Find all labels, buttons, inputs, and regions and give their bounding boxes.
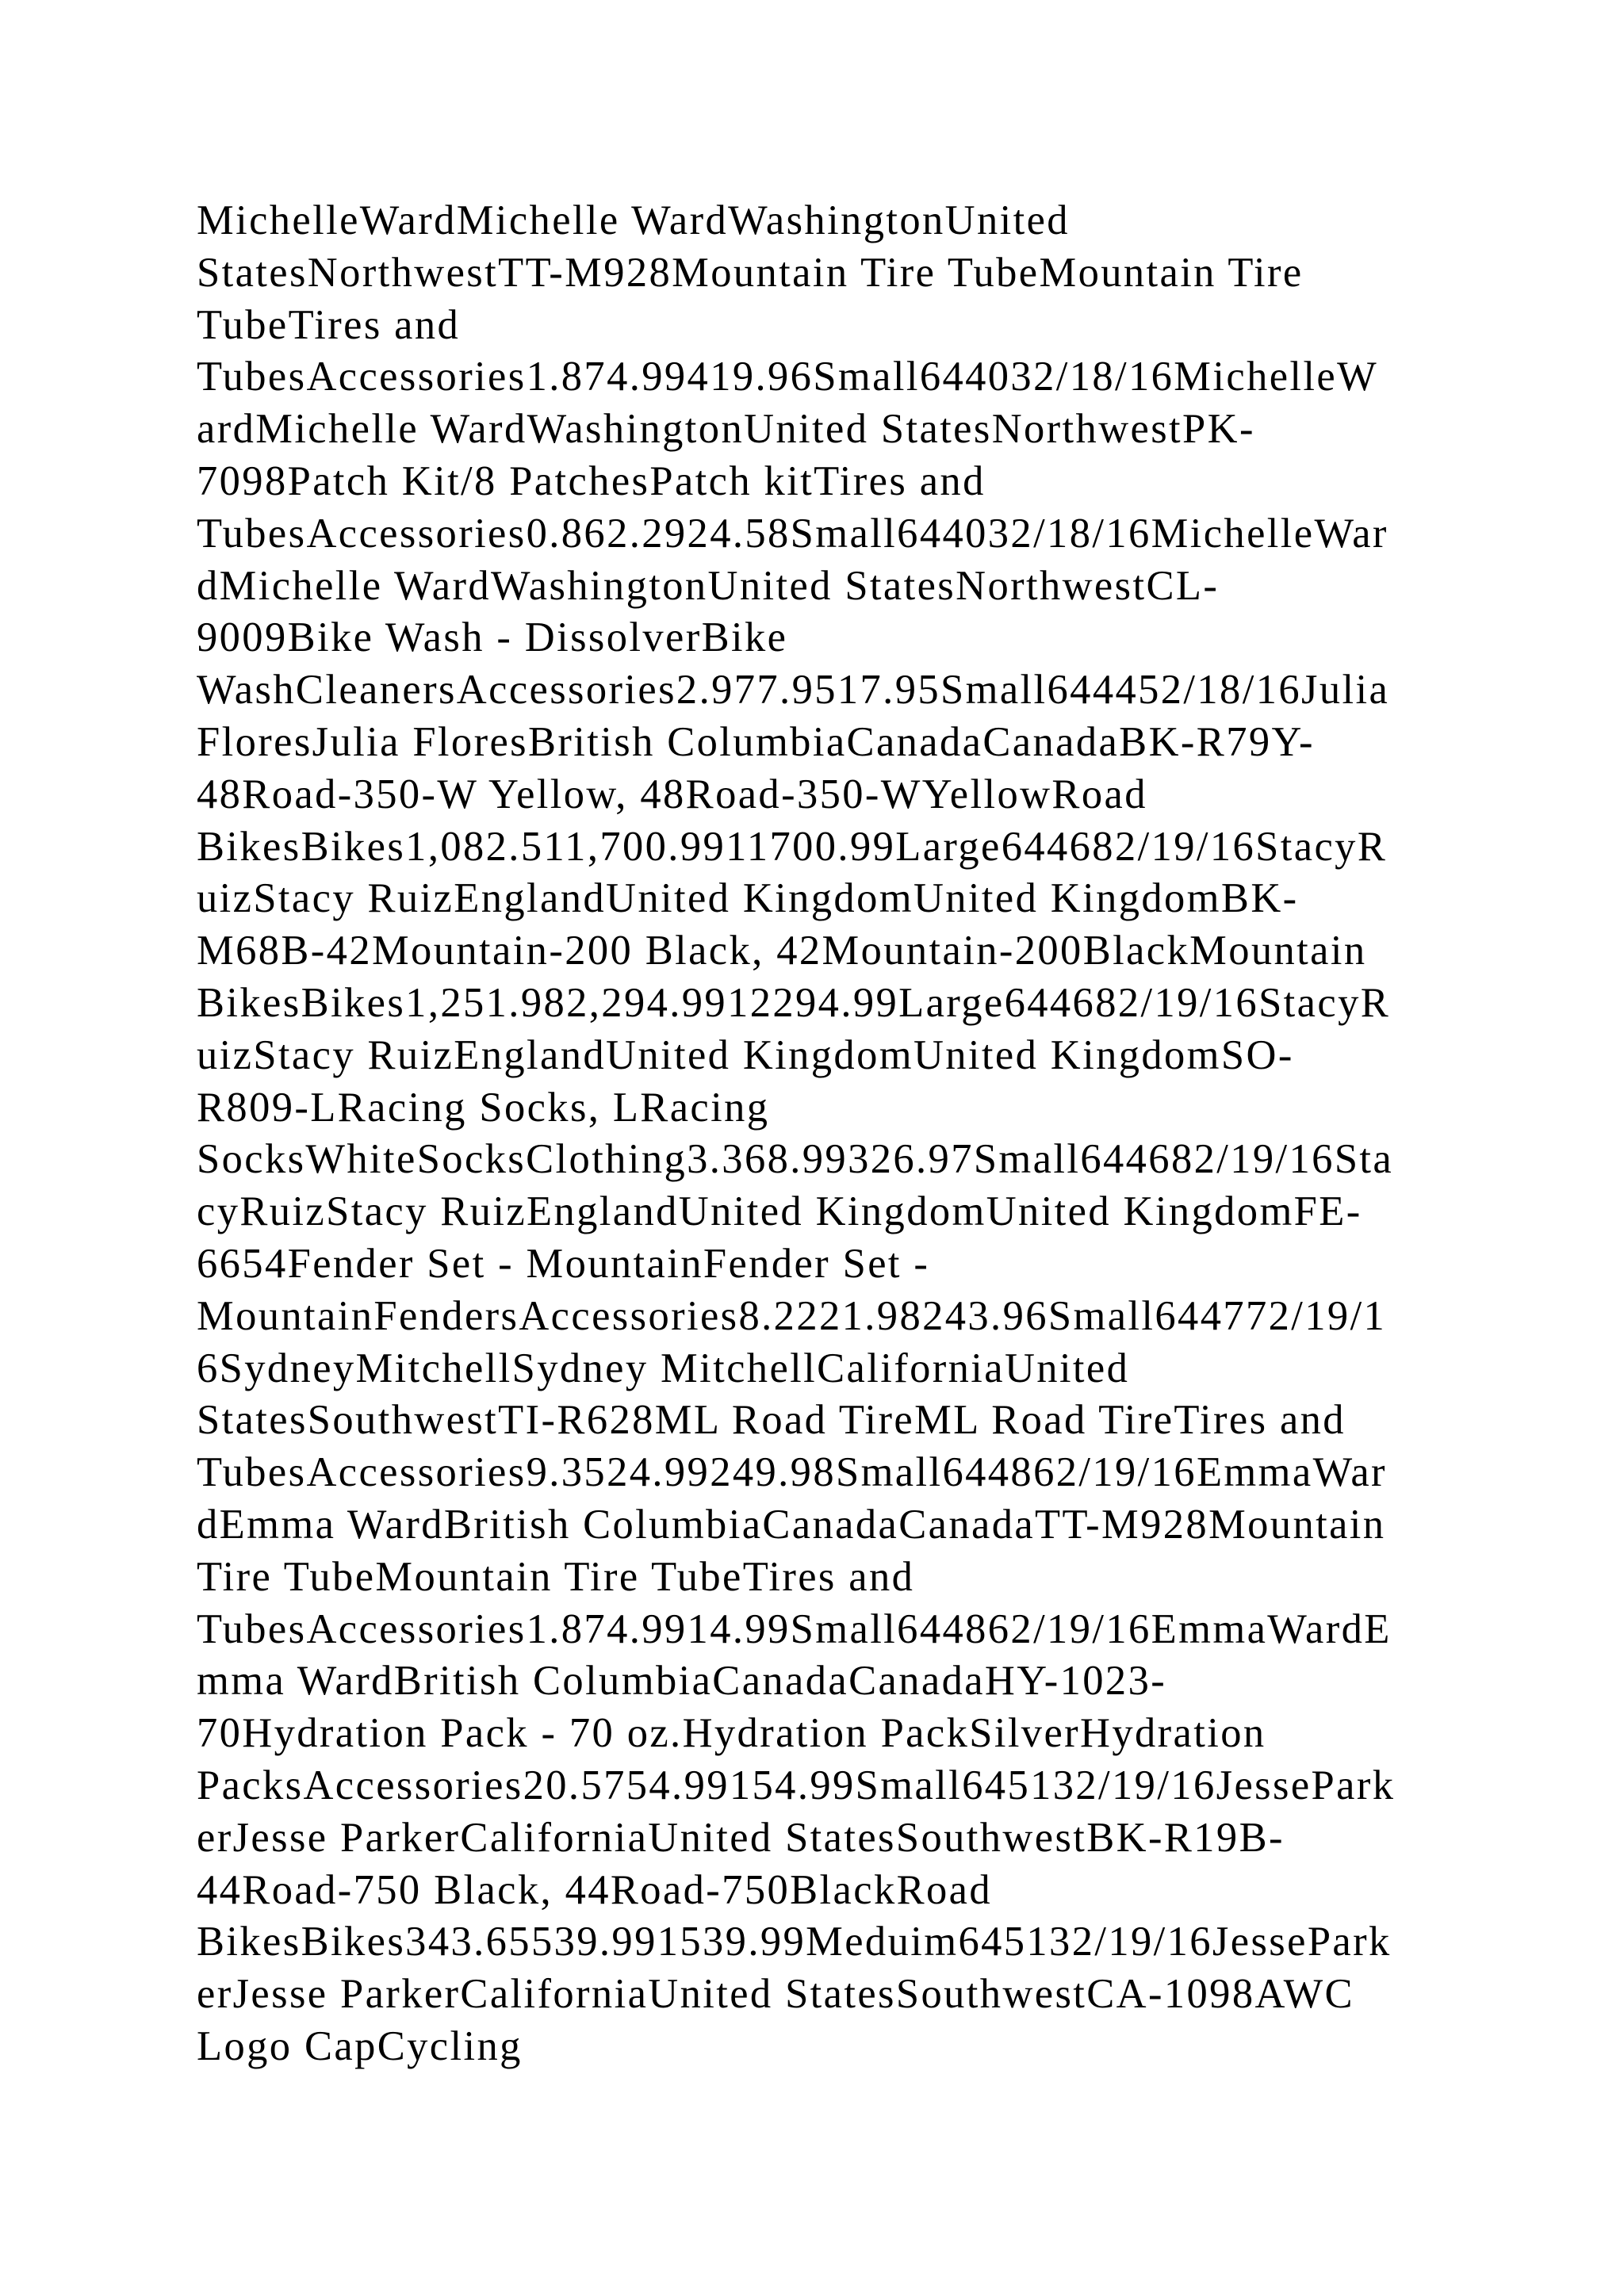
text-line: TubesAccessories1.874.99419.96Small644032/18/16MichelleW xyxy=(197,354,1379,400)
text-line: BikesBikes1,251.982,294.9912294.99Large644682/19/16StacyR xyxy=(197,979,1391,1026)
text-line: 7098Patch Kit/8 PatchesPatch kitTires and xyxy=(197,457,986,504)
text-line: mma WardBritish ColumbiaCanadaCanadaHY-1023- xyxy=(197,1658,1167,1705)
text-line: PacksAccessories20.5754.99154.99Small645132/19/16JessePark xyxy=(197,1762,1396,1808)
text-line: erJesse ParkerCaliforniaUnited StatesSouthwestBK-R19B- xyxy=(197,1814,1285,1861)
text-line: erJesse ParkerCaliforniaUnited StatesSouthwestCA-1098AWC xyxy=(197,1971,1354,2018)
text-line: 70Hydration Pack - 70 oz.Hydration PackSilverHydration xyxy=(197,1710,1266,1757)
text-line: TubeTires and xyxy=(197,301,461,348)
text-line: WashCleanersAccessories2.977.9517.95Small644452/18/16Julia xyxy=(197,667,1390,714)
text-line: uizStacy RuizEnglandUnited KingdomUnited KingdomSO- xyxy=(197,1031,1294,1078)
text-line: 44Road-750 Black, 44Road-750BlackRoad xyxy=(197,1866,993,1913)
text-line: MichelleWardMichelle WardWashingtonUnited xyxy=(197,197,1070,243)
text-line: StatesSouthwestTI-R628ML Road TireML Road TireTires and xyxy=(197,1397,1346,1444)
text-line: TubesAccessories1.874.9914.99Small644862/19/16EmmaWardE xyxy=(197,1605,1392,1652)
document-body xyxy=(197,195,1450,2073)
text-line: dMichelle WardWashingtonUnited StatesNorthwestCL- xyxy=(197,562,1220,609)
text-line: BikesBikes343.65539.991539.99Meduim645132/19/16JessePark xyxy=(197,1919,1392,1965)
text-line: 9009Bike Wash - DissolverBike xyxy=(197,614,788,661)
text-line: Logo CapCycling xyxy=(197,2022,523,2069)
text-line: cyRuizStacy RuizEnglandUnited KingdomUnited KingdomFE- xyxy=(197,1188,1362,1235)
text-line: MountainFendersAccessories8.2221.98243.96Small644772/19/1 xyxy=(197,1292,1387,1339)
text-line: TubesAccessories0.862.2924.58Small644032/18/16MichelleWar xyxy=(197,510,1388,557)
text-line: BikesBikes1,082.511,700.9911700.99Large644682/19/16StacyR xyxy=(197,823,1388,870)
text-line: dEmma WardBritish ColumbiaCanadaCanadaTT-M928Mountain xyxy=(197,1501,1386,1548)
text-line: 48Road-350-W Yellow, 48Road-350-WYellowRoad xyxy=(197,771,1147,817)
text-line: TubesAccessories9.3524.99249.98Small644862/19/16EmmaWar xyxy=(197,1449,1387,1496)
text-line: M68B-42Mountain-200 Black, 42Mountain-200BlackMountain xyxy=(197,928,1367,974)
text-line: SocksWhiteSocksClothing3.368.99326.97Small644682/19/16Sta xyxy=(197,1136,1394,1183)
text-line: ardMichelle WardWashingtonUnited StatesNorthwestPK- xyxy=(197,406,1255,453)
text-line: R809-LRacing Socks, LRacing xyxy=(197,1084,770,1131)
text-line: Tire TubeMountain Tire TubeTires and xyxy=(197,1553,915,1600)
text-line: 6SydneyMitchellSydney MitchellCaliforniaUnited xyxy=(197,1345,1130,1391)
text-line: 6654Fender Set - MountainFender Set - xyxy=(197,1240,930,1287)
text-line: StatesNorthwestTT-M928Mountain Tire TubeMountain Tire xyxy=(197,249,1304,296)
text-line: FloresJulia FloresBritish ColumbiaCanadaCanadaBK-R79Y- xyxy=(197,718,1315,765)
text-line: uizStacy RuizEnglandUnited KingdomUnited KingdomBK- xyxy=(197,875,1299,922)
